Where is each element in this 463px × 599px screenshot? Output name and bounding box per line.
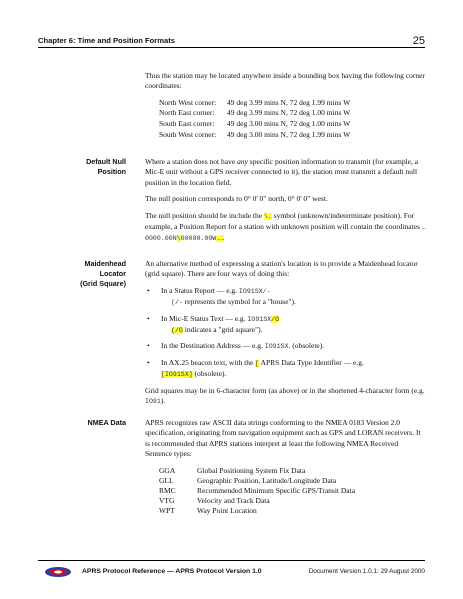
sentence-desc: Recommended Minimum Specific GPS/Transit Data (197, 486, 356, 496)
maidenhead-outro: Grid squares may be in 6-character form (as above) or in the shortened 4-character form (e.g. IO91). (145, 385, 425, 406)
maidenhead-heading: Maidenhead Locator (Grid Square) (80, 259, 126, 288)
nmea-intro: APRS recognizes raw ASCII data strings conforming to the NMEA 0183 Version 2.0 specification, originating from navigation equipment such as GPS and LORAN receivers. It is recommended that APRS stations interpret at least the following NMEA Received Sentence types: (145, 418, 421, 459)
table-row (159, 476, 427, 486)
sentence-desc: Geographic Position, Latitude/Longitude Data (197, 475, 337, 485)
nmea-heading: NMEA Data (87, 418, 126, 427)
aprs-logo-icon (44, 566, 72, 578)
bullet: • (147, 357, 150, 367)
bullet: • (147, 313, 150, 323)
maidenhead-intro: An alternative method of expressing a station's location is to provide a Maidenhead locator (grid square). There are four ways of doing this: (145, 259, 418, 279)
sentence-desc: Global Positioning System Fix Data (197, 465, 306, 475)
footer-version: Document Version 1.0.1: 29 August 2000 (308, 568, 425, 575)
corner-name: South East corner: (159, 119, 215, 128)
sentence-code: GGA (159, 465, 176, 475)
bullet: • (147, 341, 150, 351)
maidenhead-section (145, 259, 427, 413)
null-position-section (145, 157, 427, 251)
corner-name: North East corner: (159, 108, 215, 118)
null-paragraph-2: The null position corresponds to 0° 0' 0" north, 0° 0' 0" west. (145, 194, 328, 204)
corner-name: North West corner: (159, 97, 217, 107)
corner-coord: 49 deg 3.00 mins N, 72 deg 1.99 mins W (227, 129, 351, 139)
null-paragraph-3: The null position should be include the \. symbol (unknown/indeterminate position). For example, a Position Report for a station with unknown position will contain the coordinates …0000.00N\00000.00W.… (145, 210, 426, 243)
sentence-desc: Way Point Location (197, 506, 257, 516)
sentence-code: RMC (159, 486, 176, 496)
list-item: • In the Destination Address — e.g. IO91SX. (obsolete). (147, 341, 325, 351)
footer-reference: APRS Protocol Reference — APRS Protocol Version 1.0 (82, 568, 262, 575)
maidenhead-list (145, 286, 427, 381)
nmea-section (145, 418, 427, 517)
table-row (159, 486, 427, 496)
list-item: • In Mic-E Status Text — e.g. IO91SX/G (/G indicates a "grid square"). (147, 313, 280, 335)
corner-row (159, 119, 427, 130)
chapter-title: Chapter 6: Time and Position Formats (38, 36, 175, 45)
list-item: • In AX.25 beacon text, with the [ APRS Data Type Identifier — e.g. [IO91SX] (obsolete). (147, 357, 364, 379)
page-header (38, 34, 425, 48)
bullet: • (147, 285, 150, 295)
corner-row (159, 98, 427, 109)
null-position-heading: Default Null Position (86, 157, 126, 176)
header-rule (38, 47, 425, 48)
list-item: • In a Status Report — e.g. IO91SX/- (/- represents the symbol for a "house"). (147, 285, 296, 307)
sentence-code: GLL (159, 475, 174, 485)
table-row (159, 496, 427, 506)
sentence-code: WPT (159, 506, 175, 516)
sentence-code: VTG (159, 496, 175, 506)
corner-name: South West corner: (159, 129, 217, 139)
corner-list (159, 98, 427, 140)
page-number: 25 (412, 35, 425, 47)
table-row (159, 466, 427, 476)
corner-coord: 49 deg 3.99 mins N, 72 deg 1.99 mins W (227, 97, 351, 107)
unknown-symbol-code: \. (263, 212, 272, 220)
table-row (159, 506, 427, 516)
bounding-box-section (145, 71, 427, 140)
page-footer (38, 560, 425, 580)
bounding-intro: Thus the station may be located anywhere inside a bounding box having the following corner coordinates: (145, 71, 425, 91)
footer-rule (38, 560, 425, 561)
nmea-sentence-table (159, 466, 427, 517)
corner-row (159, 130, 427, 141)
null-paragraph-1: Where a station does not have any specific position information to transmit (for example, a Mic-E unit without a GPS receiver connected to it), the station must transmit a default null position in the location field. (145, 157, 419, 187)
sentence-desc: Velocity and Track Data (197, 496, 270, 506)
corner-coord: 49 deg 3.00 mins N, 72 deg 1.00 mins W (227, 119, 351, 128)
corner-row (159, 108, 427, 119)
corner-coord: 49 deg 3.99 mins N, 72 deg 1.00 mins W (227, 108, 351, 118)
